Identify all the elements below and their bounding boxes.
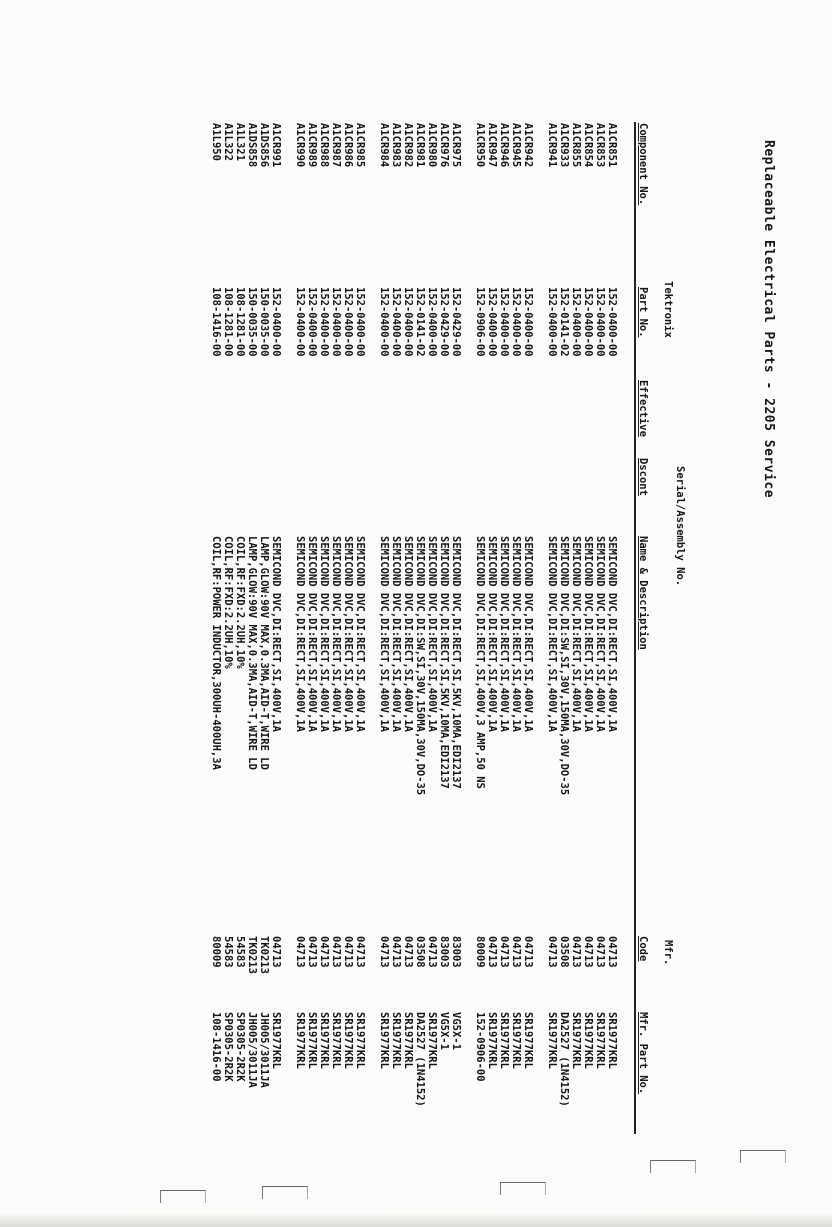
- cell-mfr-part: SR1977KRL: [378, 1012, 390, 1069]
- cell-description: SEMICOND DVC,DI:RECT,SI,400V,1A: [306, 536, 318, 732]
- cell-component: A1CR991: [270, 123, 282, 168]
- tab-mark: [262, 1186, 308, 1199]
- cell-part: 152-0400-00: [594, 287, 606, 357]
- cell-code: TK0213: [258, 936, 270, 974]
- header-mfr-top: Mfr.: [662, 940, 674, 966]
- cell-code: 04713: [390, 936, 402, 968]
- table-row: [306, 0, 318, 1227]
- table-row: [570, 0, 582, 1227]
- cell-description: SEMICOND DVC,DI:RECT,SI,400V,1A: [522, 536, 534, 732]
- cell-description: SEMICOND DVC,DI:RECT,SI,5KV,10MA,EDI2137: [450, 536, 462, 789]
- table-row: [498, 0, 510, 1227]
- table-row: [342, 0, 354, 1227]
- cell-mfr-part: SR1977KRL: [570, 1012, 582, 1069]
- table-row: [546, 0, 558, 1227]
- cell-description: COIL,RF:FXD:2.2UH,10%: [234, 536, 246, 669]
- cell-description: SEMICOND DVC,DI:RECT,SI,400V,1A: [594, 536, 606, 732]
- cell-mfr-part: SR1977KRL: [342, 1012, 354, 1069]
- cell-component: A1L321: [234, 123, 246, 161]
- table-row: [378, 0, 390, 1227]
- cell-mfr-part: VG5X-1: [438, 1012, 450, 1050]
- header-mfr-code: Code: [637, 936, 649, 962]
- cell-mfr-part: SR1977KRL: [390, 1012, 402, 1069]
- table-row: [258, 0, 270, 1227]
- cell-code: 80009: [210, 936, 222, 968]
- cell-component: A1CR950: [474, 123, 486, 168]
- cell-mfr-part: VG5X-1: [450, 1012, 462, 1050]
- cell-part: 152-0429-00: [450, 287, 462, 357]
- cell-description: SEMICOND DVC,DI:RECT,SI,400V,1A: [498, 536, 510, 732]
- cell-part: 152-0400-00: [318, 287, 330, 357]
- cell-code: 04713: [294, 936, 306, 968]
- cell-component: A1CR942: [522, 123, 534, 168]
- cell-part: 150-0035-00: [258, 287, 270, 357]
- header-component-no: Component No.: [637, 123, 649, 206]
- cell-code: 04713: [426, 936, 438, 968]
- cell-code: 04713: [354, 936, 366, 968]
- cell-part: 152-0400-00: [306, 287, 318, 357]
- cell-component: A1CR983: [390, 123, 402, 168]
- cell-description: LAMP,GLOW:90V MAX,0.3MA,AID-T,WIRE LD: [258, 536, 270, 770]
- cell-code: 04713: [594, 936, 606, 968]
- table-row: [354, 0, 366, 1227]
- cell-mfr-part: 108-1416-00: [210, 1012, 222, 1082]
- tab-mark: [740, 1150, 786, 1163]
- cell-code: 04713: [510, 936, 522, 968]
- cell-part: 152-0906-00: [474, 287, 486, 357]
- cell-part: 152-0400-00: [546, 287, 558, 357]
- header-mfr-part-no: Mfr. Part No.: [637, 1012, 649, 1095]
- cell-mfr-part: 152-0906-00: [474, 1012, 486, 1082]
- cell-part: 152-0400-00: [522, 287, 534, 357]
- cell-component: A1CR988: [318, 123, 330, 168]
- table-row: [234, 0, 246, 1227]
- table-row: [246, 0, 258, 1227]
- cell-code: 04713: [342, 936, 354, 968]
- cell-component: A1CR986: [342, 123, 354, 168]
- cell-description: SEMICOND DVC,DI:RECT,SI,400V,1A: [402, 536, 414, 732]
- table-row: [222, 0, 234, 1227]
- cell-mfr-part: SR1977KRL: [354, 1012, 366, 1069]
- cell-component: A1CR941: [546, 123, 558, 168]
- cell-mfr-part: JH005/3011JA: [246, 1012, 258, 1088]
- table-row: [558, 0, 570, 1227]
- cell-code: 04713: [306, 936, 318, 968]
- table-row: [474, 0, 486, 1227]
- cell-code: 04713: [582, 936, 594, 968]
- cell-code: 80009: [474, 936, 486, 968]
- cell-mfr-part: SR1977KRL: [330, 1012, 342, 1069]
- cell-mfr-part: SR1977KRL: [294, 1012, 306, 1069]
- cell-part: 152-0400-00: [270, 287, 282, 357]
- cell-mfr-part: SR1977KRL: [402, 1012, 414, 1069]
- cell-part: 108-1281-00: [234, 287, 246, 357]
- cell-component: A1CR987: [330, 123, 342, 168]
- cell-mfr-part: SR1977KRL: [594, 1012, 606, 1069]
- cell-component: A1CR989: [306, 123, 318, 168]
- cell-mfr-part: SR1977KRL: [606, 1012, 618, 1069]
- cell-part: 152-0400-00: [498, 287, 510, 357]
- cell-mfr-part: DA2527 (1N4152): [414, 1012, 426, 1107]
- table-row: [318, 0, 330, 1227]
- table-row: [210, 0, 222, 1227]
- cell-part: 152-0400-00: [582, 287, 594, 357]
- cell-description: SEMICOND DVC,DI:RECT,SI,400V,1A: [330, 536, 342, 732]
- cell-code: 04713: [330, 936, 342, 968]
- cell-part: 152-0429-00: [438, 287, 450, 357]
- page-edge: [0, 1213, 832, 1227]
- cell-description: COIL,RF:POWER INDUCTOR,300UH-400UH,3A: [210, 536, 222, 770]
- cell-component: A1CR984: [378, 123, 390, 168]
- header-serial-top: Serial/Assembly No.: [674, 466, 686, 587]
- cell-component: A1CR933: [558, 123, 570, 168]
- cell-component: A1L950: [210, 123, 222, 161]
- cell-code: 04713: [378, 936, 390, 968]
- table-row: [270, 0, 282, 1227]
- cell-component: A1CR990: [294, 123, 306, 168]
- cell-code: 04713: [402, 936, 414, 968]
- header-dscont: Dscont: [637, 458, 649, 496]
- cell-code: 04713: [498, 936, 510, 968]
- cell-code: 04713: [486, 936, 498, 968]
- cell-mfr-part: SR1977KRL: [486, 1012, 498, 1069]
- cell-code: 04713: [270, 936, 282, 968]
- cell-part: 150-0035-00: [246, 287, 258, 357]
- cell-mfr-part: SR1977KRL: [498, 1012, 510, 1069]
- cell-part: 152-0141-02: [558, 287, 570, 357]
- cell-code: 04713: [606, 936, 618, 968]
- cell-part: 152-0400-00: [606, 287, 618, 357]
- cell-part: 108-1281-00: [222, 287, 234, 357]
- cell-component: A1CR975: [450, 123, 462, 168]
- cell-code: 03508: [414, 936, 426, 968]
- cell-code: 04713: [546, 936, 558, 968]
- cell-part: 152-0400-00: [378, 287, 390, 357]
- table-row: [522, 0, 534, 1227]
- cell-code: TK0213: [246, 936, 258, 974]
- cell-description: SEMICOND DVC,DI:RECT,SI,400V,1A: [390, 536, 402, 732]
- cell-description: SEMICOND DVC,DI:RECT,SI,400V,1A: [354, 536, 366, 732]
- cell-component: A1CR855: [570, 123, 582, 168]
- cell-part: 152-0400-00: [402, 287, 414, 357]
- cell-component: A1DS858: [246, 123, 258, 168]
- cell-component: A1CR980: [426, 123, 438, 168]
- cell-description: SEMICOND DVC,DI:RECT,SI,400V,1A: [546, 536, 558, 732]
- cell-description: SEMICOND DVC,DI:RECT,SI,400V,3 AMP,50 NS: [474, 536, 486, 789]
- tab-mark: [650, 1160, 696, 1173]
- cell-code: 03508: [558, 936, 570, 968]
- table-row: [582, 0, 594, 1227]
- cell-code: 54583: [234, 936, 246, 968]
- table-row: [414, 0, 426, 1227]
- cell-description: SEMICOND DVC,DI:RECT,SI,400V,1A: [294, 536, 306, 732]
- cell-description: SEMICOND DVC,DI:RECT,SI,400V,1A: [318, 536, 330, 732]
- cell-component: A1CR947: [486, 123, 498, 168]
- cell-part: 152-0400-00: [426, 287, 438, 357]
- cell-part: 152-0400-00: [294, 287, 306, 357]
- cell-part: 152-0141-02: [414, 287, 426, 357]
- cell-mfr-part: SR1977KRL: [522, 1012, 534, 1069]
- cell-component: A1CR982: [402, 123, 414, 168]
- cell-description: SEMICOND DVC,DI:SW,SI,30V,150MA,30V,DO-35: [414, 536, 426, 796]
- cell-mfr-part: SR1977KRL: [510, 1012, 522, 1069]
- table-row: [330, 0, 342, 1227]
- cell-description: SEMICOND DVC,DI:RECT,SI,400V,1A: [270, 536, 282, 732]
- cell-code: 54583: [222, 936, 234, 968]
- cell-mfr-part: SR1977KRL: [582, 1012, 594, 1069]
- cell-description: SEMICOND DVC,DI:RECT,SI,400V,1A: [426, 536, 438, 732]
- cell-part: 152-0400-00: [342, 287, 354, 357]
- cell-part: 152-0400-00: [330, 287, 342, 357]
- cell-part: 152-0400-00: [570, 287, 582, 357]
- cell-code: 04713: [522, 936, 534, 968]
- cell-part: 152-0400-00: [486, 287, 498, 357]
- cell-code: 83003: [450, 936, 462, 968]
- table-row: [390, 0, 402, 1227]
- cell-description: SEMICOND DVC,DI:RECT,SI,400V,1A: [378, 536, 390, 732]
- table-row: [510, 0, 522, 1227]
- cell-description: SEMICOND DVC,DI:RECT,SI,400V,1A: [606, 536, 618, 732]
- cell-component: A1CR981: [414, 123, 426, 168]
- cell-description: SEMICOND DVC,DI:RECT,SI,400V,1A: [486, 536, 498, 732]
- header-effective: Effective: [637, 380, 649, 437]
- cell-component: A1CR946: [498, 123, 510, 168]
- cell-component: A1CR976: [438, 123, 450, 168]
- cell-mfr-part: SR1977KRL: [270, 1012, 282, 1069]
- table-row: [606, 0, 618, 1227]
- header-tektronix: Tektronix: [662, 281, 674, 338]
- cell-description: SEMICOND DVC,DI:RECT,SI,400V,1A: [342, 536, 354, 732]
- cell-description: SEMICOND DVC,DI:RECT,SI,400V,1A: [570, 536, 582, 732]
- header-rule: [634, 122, 636, 1134]
- table-row: [594, 0, 606, 1227]
- cell-description: COIL,RF:FXD:2.2UH,10%: [222, 536, 234, 669]
- cell-description: SEMICOND DVC,DI:RECT,SI,400V,1A: [510, 536, 522, 732]
- cell-description: SEMICOND DVC,DI:SW,SI,30V,150MA,30V,DO-35: [558, 536, 570, 796]
- cell-component: A1CR854: [582, 123, 594, 168]
- cell-mfr-part: SP0305-2R2K: [222, 1012, 234, 1082]
- table-row: [402, 0, 414, 1227]
- table-row: [486, 0, 498, 1227]
- tab-mark: [160, 1190, 206, 1203]
- cell-component: A1CR853: [594, 123, 606, 168]
- cell-description: SEMICOND DVC,DI:RECT,SI,5KV,10MA,EDI2137: [438, 536, 450, 789]
- table-row: [438, 0, 450, 1227]
- cell-mfr-part: SP0305-2R2K: [234, 1012, 246, 1082]
- cell-part: 108-1416-00: [210, 287, 222, 357]
- cell-component: A1L322: [222, 123, 234, 161]
- cell-component: A1CR985: [354, 123, 366, 168]
- header-name-description: Name & Description: [637, 536, 649, 650]
- cell-code: 83003: [438, 936, 450, 968]
- cell-code: 04713: [570, 936, 582, 968]
- cell-mfr-part: SR1977KRL: [318, 1012, 330, 1069]
- cell-code: 04713: [318, 936, 330, 968]
- cell-part: 152-0400-00: [390, 287, 402, 357]
- cell-mfr-part: SR1977KRL: [546, 1012, 558, 1069]
- cell-description: SEMICOND DVC,DI:RECT,SI,400V,1A: [582, 536, 594, 732]
- cell-part: 152-0400-00: [354, 287, 366, 357]
- cell-part: 152-0400-00: [510, 287, 522, 357]
- cell-mfr-part: SR1977KRL: [426, 1012, 438, 1069]
- cell-mfr-part: DA2527 (1N4152): [558, 1012, 570, 1107]
- tab-mark: [500, 1182, 546, 1195]
- cell-component: A1CR945: [510, 123, 522, 168]
- cell-mfr-part: SR1977KRL: [306, 1012, 318, 1069]
- cell-component: A1CR851: [606, 123, 618, 168]
- header-part-no: Part No.: [637, 287, 649, 338]
- cell-mfr-part: JH005/3011JA: [258, 1012, 270, 1088]
- table-row: [294, 0, 306, 1227]
- page-title: Replaceable Electrical Parts - 2205 Service: [761, 140, 776, 499]
- table-row: [426, 0, 438, 1227]
- cell-description: LAMP,GLOW:90V MAX,0.3MA,AID-T,WIRE LD: [246, 536, 258, 770]
- table-row: [450, 0, 462, 1227]
- cell-component: A1DS856: [258, 123, 270, 168]
